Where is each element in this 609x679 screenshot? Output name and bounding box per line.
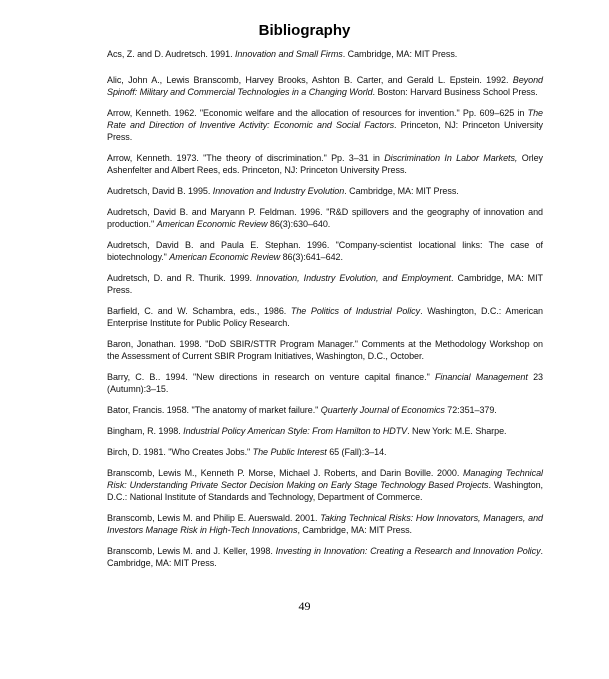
entry-text: Alic, John A., Lewis Branscomb, Harvey Brooks, Ashton B. Carter, and Gerald L. Epstein. 1992. — [107, 75, 513, 85]
bibliography-entry — [107, 239, 543, 263]
entry-text: Branscomb, Lewis M., Kenneth P. Morse, Michael J. Roberts, and Darin Boville. 2000. — [107, 468, 463, 478]
entry-title: Discrimination In Labor Markets, — [384, 153, 518, 163]
bibliography-entry — [107, 185, 543, 197]
entry-text: Bator, Francis. 1958. "The anatomy of market failure." — [107, 405, 321, 415]
entry-text: 65 (Fall):3–14. — [326, 447, 387, 457]
entry-text: 72:351–379. — [444, 405, 497, 415]
bibliography-entry — [107, 512, 543, 536]
entry-text: Arrow, Kenneth. 1962. "Economic welfare and the allocation of resources for invention." Pp. 609–625 in — [107, 108, 528, 118]
entry-text: . Cambridge, MA: MIT Press. — [344, 186, 459, 196]
entry-text: Acs, Z. and D. Audretsch. 1991. — [107, 49, 235, 59]
bibliography-entry — [107, 446, 543, 458]
bibliography-entry — [107, 404, 543, 416]
entry-text: . Cambridge, MA: MIT Press. — [107, 546, 543, 568]
bibliography-entry — [107, 107, 543, 143]
entry-title: Innovation, Industry Evolution, and Employment — [256, 273, 451, 283]
entry-text: Barry, C. B.. 1994. "New directions in research on venture capital finance." — [107, 372, 435, 382]
entry-text: . Cambridge, MA: MIT Press. — [107, 273, 543, 295]
entry-title: American Economic Review — [169, 252, 281, 262]
bibliography-entry — [107, 206, 543, 230]
entry-text: . Cambridge, MA: MIT Press. — [342, 49, 458, 59]
bibliography-entry — [107, 152, 543, 176]
entry-text: Audretsch, D. and R. Thurik. 1999. — [107, 273, 257, 283]
entry-title: American Economic Review — [156, 219, 268, 229]
entry-text: Orley Ashenfelter and Albert Rees, eds. Princeton, NJ: Princeton University Press. — [107, 153, 543, 175]
entry-text: . Boston: Harvard Business School Press. — [372, 87, 538, 97]
bibliography-entry — [107, 425, 543, 437]
entry-text: . New York: M.E. Sharpe. — [407, 426, 507, 436]
entry-title: Industrial Policy American Style: From Hamilton to HDTV — [183, 426, 408, 436]
page-number: 49 — [298, 599, 311, 613]
bibliography-entry — [107, 48, 543, 60]
entry-title: Managing Technical Risk: Understanding Private Sector Decision Making on Early Stage Technology Based Projects — [107, 468, 543, 490]
entry-text: . Washington, D.C.: National Institute of Standards and Technology, Department of Commerce. — [107, 480, 543, 502]
entry-text: Audretsch, David B. and Maryann P. Feldman. 1996. "R&D spillovers and the geography of innovation and production." — [107, 207, 543, 229]
entry-title: Investing in Innovation: Creating a Research and Innovation Policy — [275, 546, 541, 556]
entry-text: Audretsch, David B. and Paula E. Stephan. 1996. "Company-scientist locational links: The case of biotechnology." — [107, 240, 543, 262]
entry-title: Innovation and Small Firms — [234, 49, 343, 59]
entry-title: Innovation and Industry Evolution — [212, 186, 345, 196]
entry-text: , Cambridge, MA: MIT Press. — [297, 525, 412, 535]
entry-text: 86(3):630–640. — [267, 219, 331, 229]
entry-text: Branscomb, Lewis M. and J. Keller, 1998. — [107, 546, 276, 556]
entry-title: Beyond Spinoff: Military and Commercial Technologies in a Changing World — [107, 75, 543, 97]
bibliography-entry — [107, 371, 543, 395]
entry-text: Barfield, C. and W. Schambra, eds., 1986. — [107, 306, 291, 316]
entry-text: Baron, Jonathan. 1998. "DoD SBIR/STTR Program Manager." Comments at the Methodology Workshop on the Assessment of Current SBIR Program Initiatives, Washington, D.C., October. — [107, 339, 543, 361]
bibliography-entry — [107, 272, 543, 296]
entry-title: The Politics of Industrial Policy — [290, 306, 421, 316]
entry-title: The Public Interest — [252, 447, 327, 457]
entry-text: 86(3):641–642. — [280, 252, 343, 262]
entry-text: 23 (Autumn):3–15. — [107, 372, 543, 394]
entry-title: Quarterly Journal of Economics — [320, 405, 445, 415]
bibliography-entry — [107, 545, 543, 569]
entry-title: Taking Technical Risks: How Innovators, Managers, and Investors Manage Risk in High-Tech Innovations — [107, 513, 543, 535]
bibliography-entry — [107, 305, 543, 329]
entry-text: Birch, D. 1981. "Who Creates Jobs." — [107, 447, 253, 457]
page-title: Bibliography — [258, 22, 351, 39]
entry-text: . Princeton, NJ: Princeton University Press. — [107, 120, 543, 142]
entry-title: Financial Management — [434, 372, 528, 382]
bibliography-entry — [107, 338, 543, 362]
entry-text: Arrow, Kenneth. 1973. "The theory of discrimination." Pp. 3–31 in — [107, 153, 385, 163]
bibliography-entry — [107, 467, 543, 503]
entry-text: Audretsch, David B. 1995. — [107, 186, 213, 196]
entry-title: The Rate and Direction of Inventive Activity: Economic and Social Factors — [107, 108, 543, 130]
bibliography-list — [107, 48, 543, 569]
entry-text: Bingham, R. 1998. — [107, 426, 184, 436]
entry-text: . Washington, D.C.: American Enterprise Institute for Public Policy Research. — [107, 306, 544, 328]
bibliography-entry — [107, 74, 543, 98]
entry-text: Branscomb, Lewis M. and Philip E. Auerswald. 2001. — [107, 513, 321, 523]
